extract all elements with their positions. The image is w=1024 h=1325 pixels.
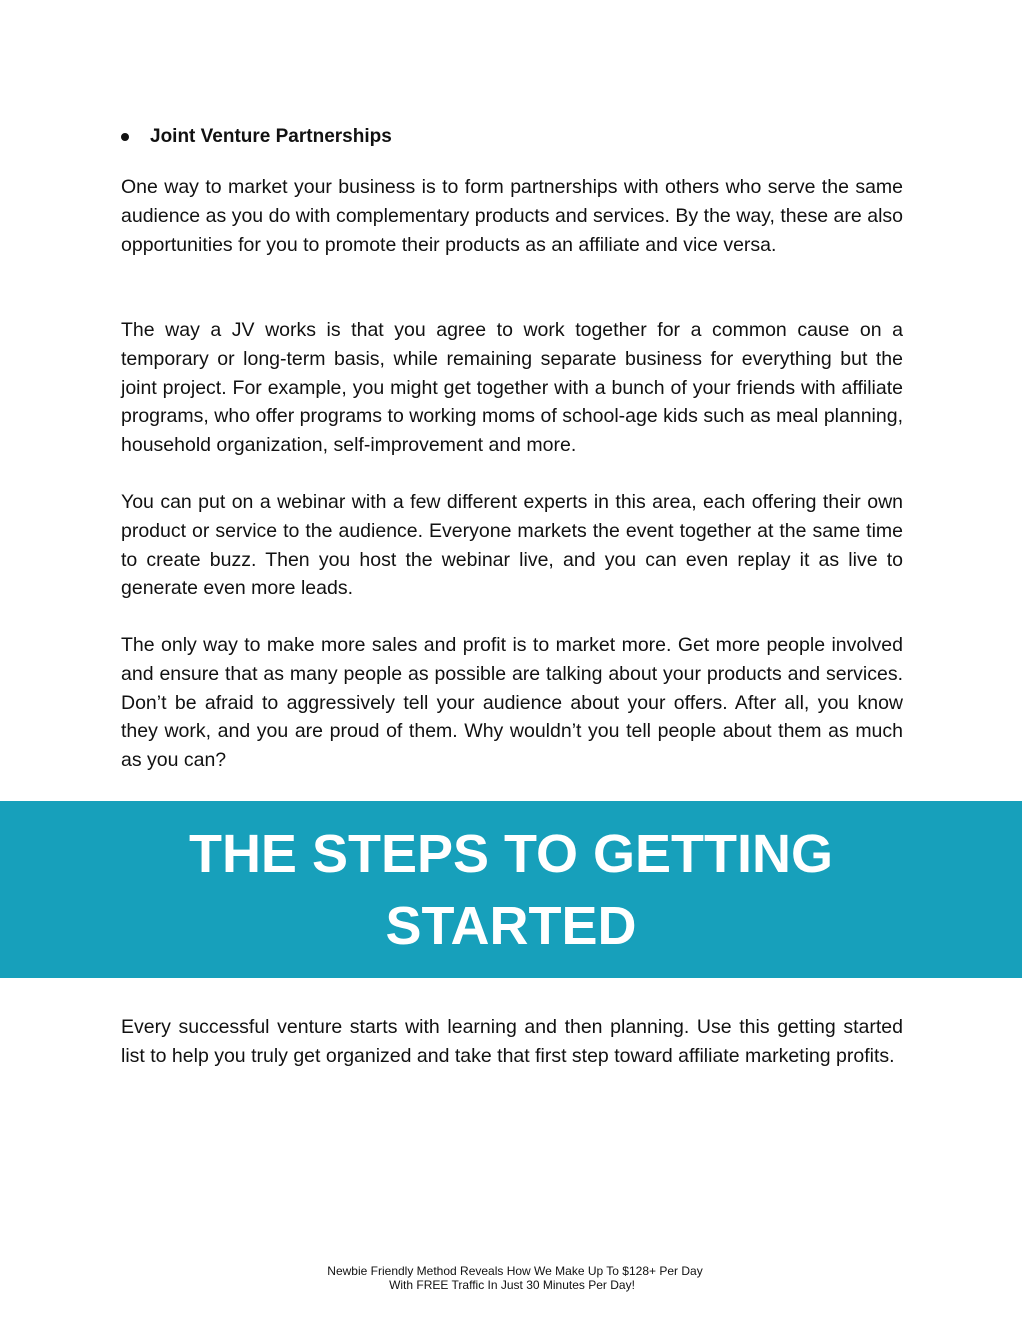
bullet-item [121, 123, 392, 151]
footer-line-2: With FREE Traffic In Just 30 Minutes Per Day! [389, 1278, 635, 1292]
paragraph-4: The only way to make more sales and profit is to market more. Get more people involved and ensure that as many people as possible are talking about your products and services. Don’t be afraid to aggressively tell your audience about your offers. After all, you know they work, and you are proud of them. Why wouldn’t you tell people about them as much as you can? [121, 634, 903, 772]
banner-title: THE STEPS TO GETTING STARTED [188, 823, 834, 956]
paragraph-3: You can put on a webinar with a few different experts in this area, each offering their own product or service to the audience. Everyone markets the event together at the same time to create buzz. Then you host the webinar live, and you can even replay it as live to generate even more leads. [121, 491, 903, 600]
paragraph-1: One way to market your business is to form partnerships with others who serve the same audience as you do with complementary products and services. By the way, these are also opportunities for you to promote their products as an affiliate and vice versa. [121, 176, 903, 256]
intro-paragraph: Every successful venture starts with learning and then planning. Use this getting started list to help you truly get organized and take that first step toward affiliate marketing profits. [121, 1016, 903, 1067]
section-banner [0, 801, 1022, 978]
section-heading: Joint Venture Partnerships [150, 126, 392, 147]
footer-line-1: Newbie Friendly Method Reveals How We Make Up To $128+ Per Day [327, 1264, 703, 1278]
paragraph-2: The way a JV works is that you agree to work together for a common cause on a temporary or long-term basis, while remaining separate business for everything but the joint project. For example, you might get together with a bunch of your friends with affiliate programs, who offer programs to working moms of school-age kids such as meal planning, household organization, self-improvement and more. [121, 319, 903, 457]
bullet-dot-icon [121, 133, 129, 141]
page-footer [0, 1264, 1024, 1292]
